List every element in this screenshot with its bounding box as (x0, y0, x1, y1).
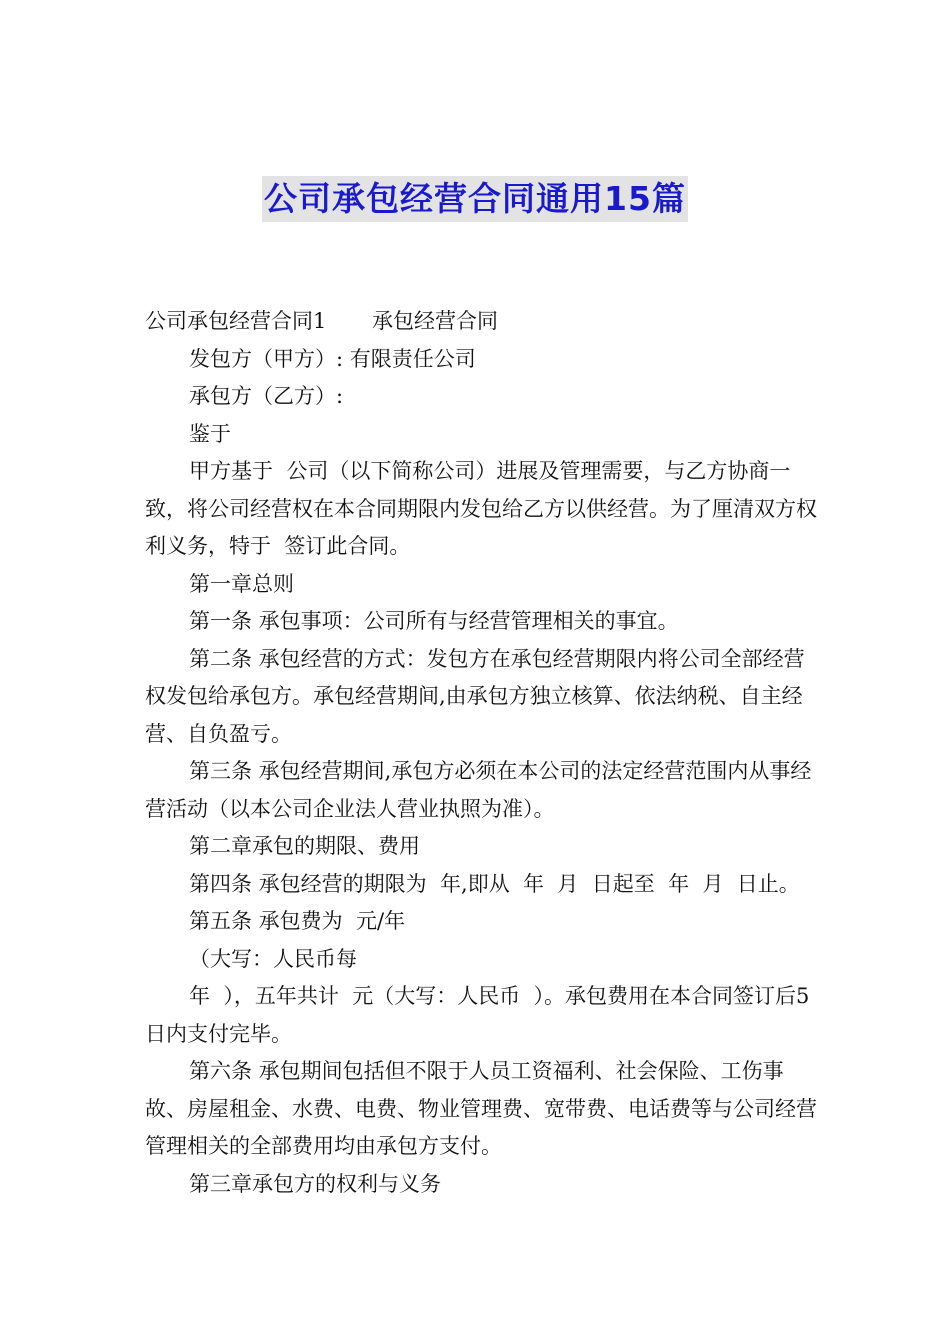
chapter-3-heading: 第三章承包方的权利与义务 (189, 1171, 441, 1196)
paragraph-heading: 公司承包经营合同1 承包经营合同 (145, 309, 498, 333)
article-3: 第三条 承包经营期间,承包方必须在本公司的法定经营范围内从事经营活动（以本公司企业法人营业执照为准）。 (145, 759, 812, 821)
chapter-2-heading: 第二章承包的期限、费用 (189, 834, 420, 858)
article-1: 第一条 承包事项：公司所有与经营管理相关的事宜。 (189, 609, 679, 633)
article-6: 第六条 承包期间包括但不限于人员工资福利、社会保险、工伤事故、房屋租金、水费、电费、物业管理费、宽带费、电话费等与公司经营管理相关的全部费用均由承包方支付。 (145, 1059, 817, 1158)
paragraph-whereas: 鉴于 (189, 421, 231, 446)
document-title: 公司承包经营合同通用15篇 (262, 176, 688, 222)
paragraph-party-b: 承包方（乙方）: (189, 384, 344, 408)
paragraph-preamble: 甲方基于 公司（以下简称公司）进展及管理需要，与乙方协商一致，将公司经营权在本合同期限内发包给乙方以供经营。为了厘清双方权利义务，特于 签订此合同。 (145, 459, 817, 558)
paragraph-party-a: 发包方（甲方）: 有限责任公司 (189, 346, 476, 371)
title-container (0, 176, 950, 222)
article-5: 第五条 承包费为 元/年 (189, 909, 406, 933)
article-2: 第二条 承包经营的方式：发包方在承包经营期限内将公司全部经营权发包给承包方。承包经营期间,由承包方独立核算、依法纳税、自主经营、自负盈亏。 (145, 646, 805, 746)
article-5-uppercase: （大写：人民币每 (189, 946, 357, 971)
document-body (145, 303, 825, 1203)
article-5-continued: 年 ），五年共计 元（大写：人民币 ）。承包费用在本合同签订后5日内支付完毕。 (145, 984, 810, 1046)
article-4: 第四条 承包经营的期限为 年,即从 年 月 日起至 年 月 日止。 (189, 871, 800, 896)
chapter-1-heading: 第一章总则 (189, 571, 294, 596)
